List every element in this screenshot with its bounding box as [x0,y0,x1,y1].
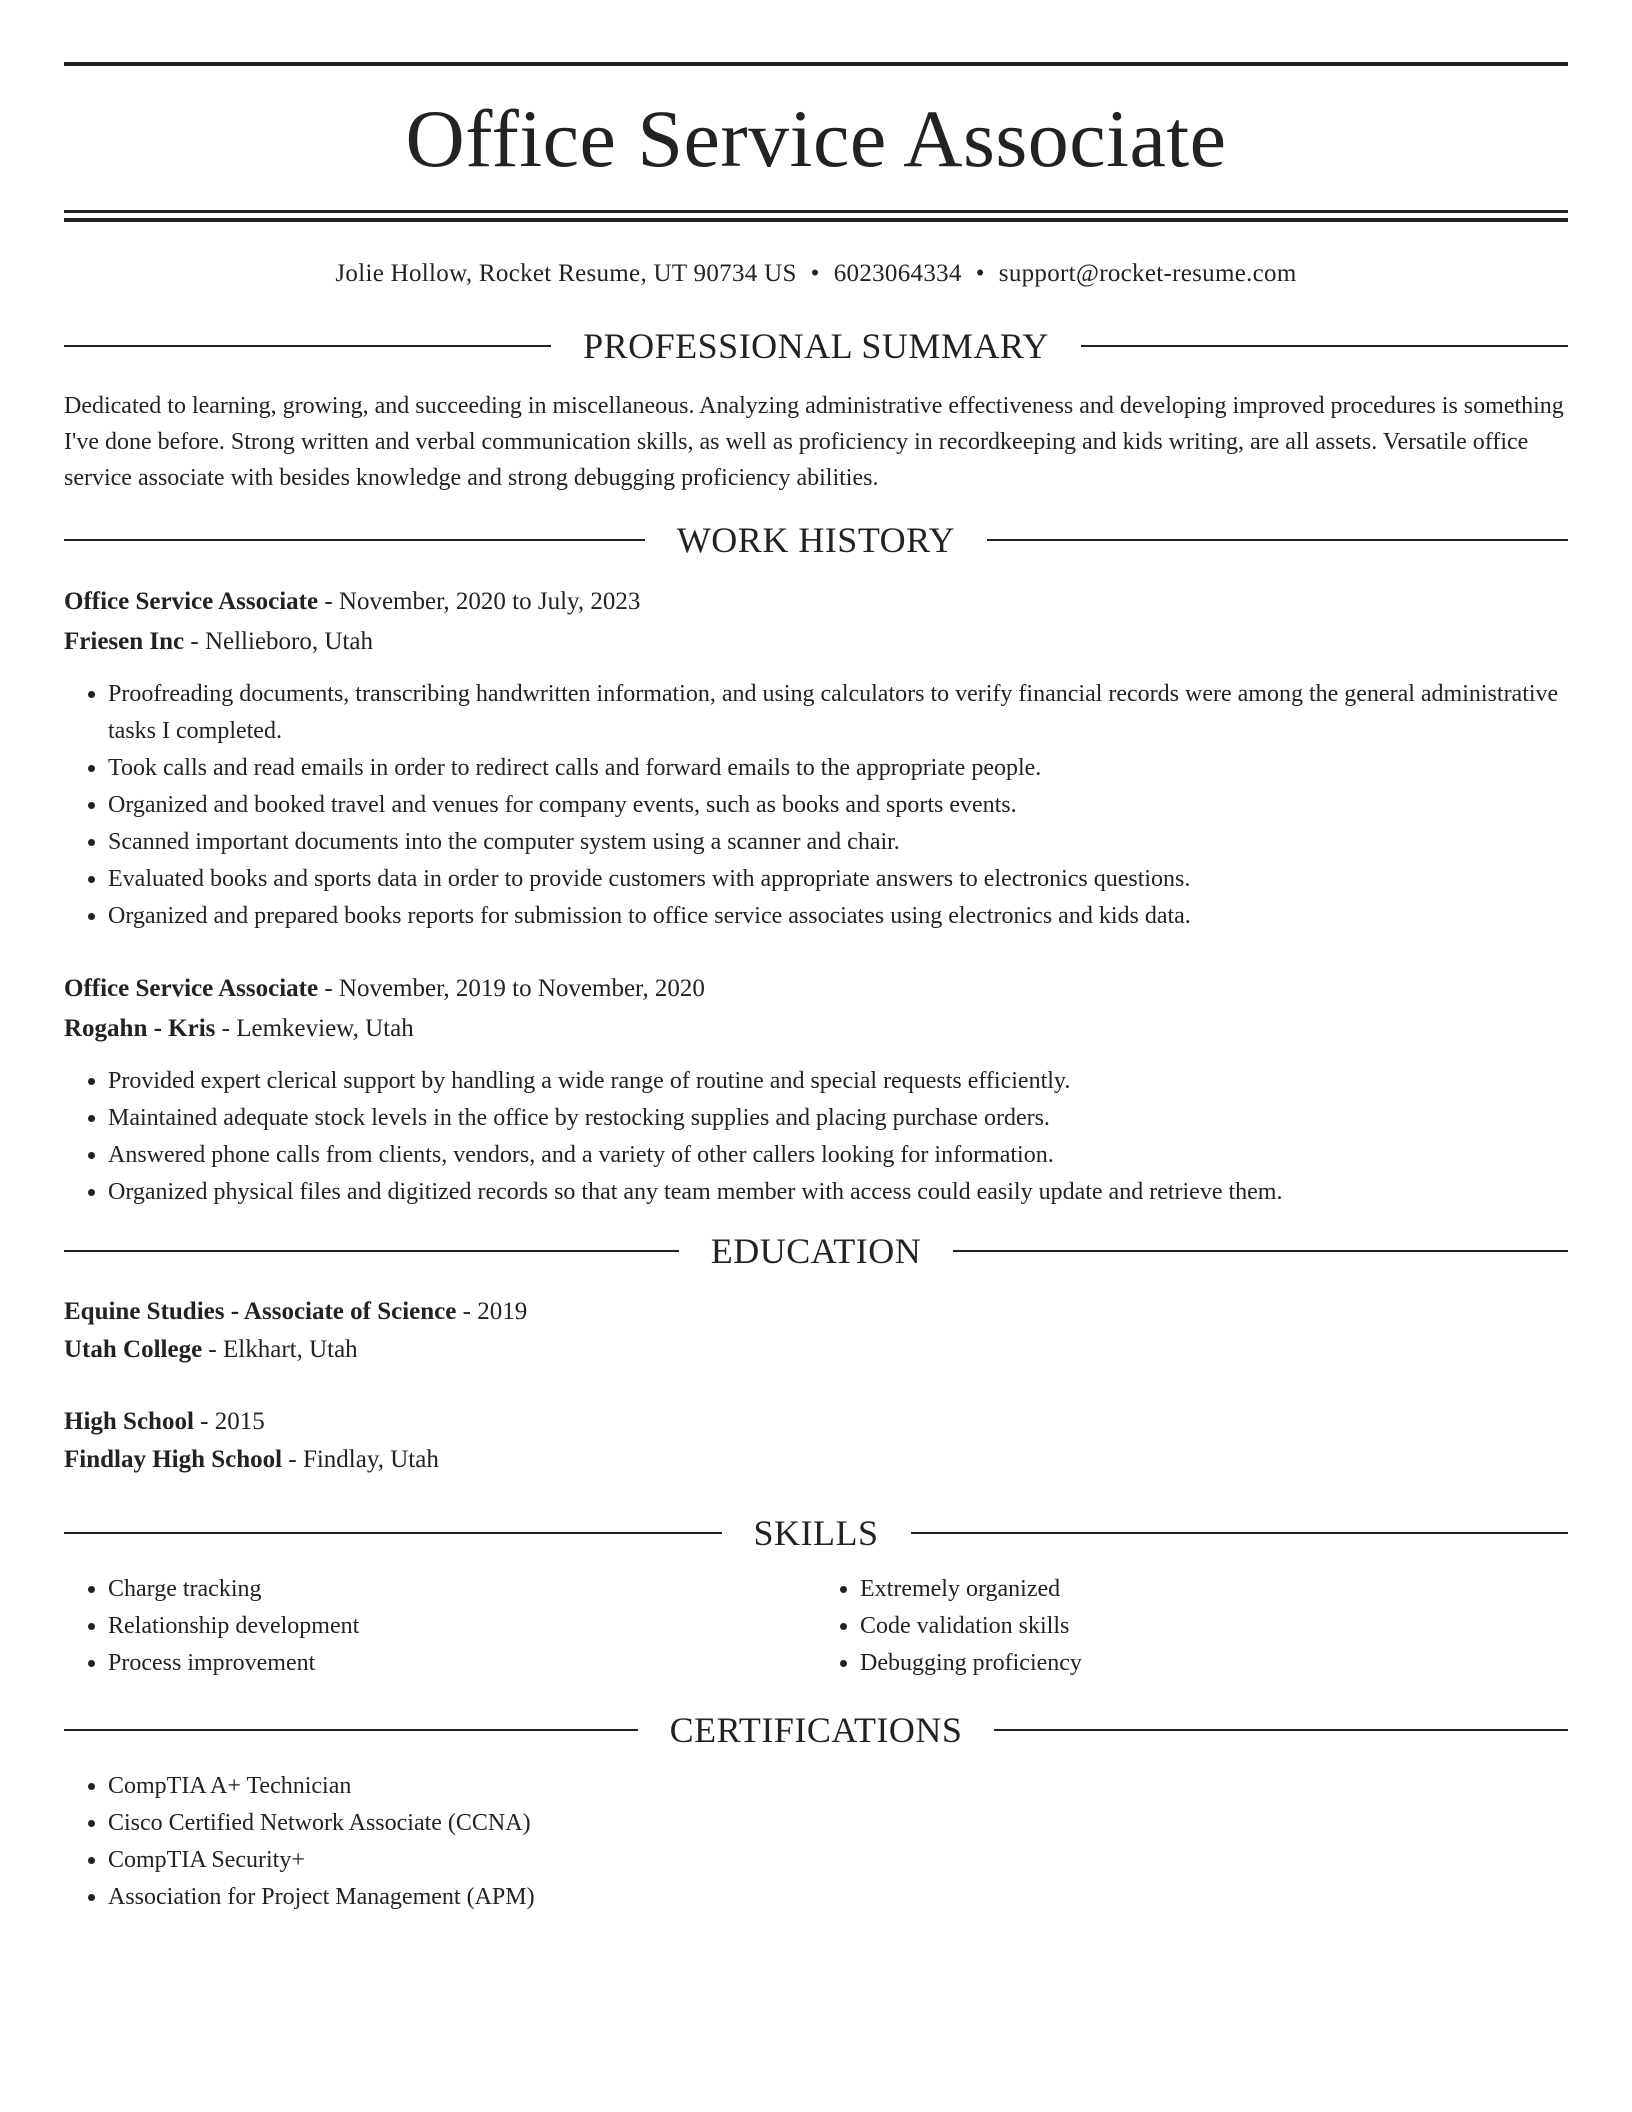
job-title-line [64,582,1568,622]
education-degree: High School [64,1408,194,1435]
job-bullets [64,676,1568,935]
skills-list-left [64,1571,816,1682]
education-year: 2015 [214,1408,265,1435]
education-school: Findlay High School [64,1446,283,1473]
list-item: • Organized physical files and digitized records so that any team member with access could easily update and retrieve them. [108,1174,1568,1211]
list-item: • Debugging proficiency [860,1645,1568,1682]
certifications-block [64,1768,1568,1916]
education-degree: Equine Studies - Associate of Science [64,1298,457,1325]
list-item: • Process improvement [108,1645,816,1682]
summary-text: Dedicated to learning, growing, and succeeding in miscellaneous. Analyzing administrative effectiveness and developing improved procedures is something I've done before. Strong written and verbal communication skills, as well as proficiency in recordkeeping and kids writing, are all assets. Versatile office service associate with besides knowledge and strong debugging proficiency abilities. [64,393,1564,491]
job-company: Friesen Inc [64,628,185,655]
dash: - [202,1336,223,1363]
job-title: Office Service Associate [64,588,319,615]
list-item: • CompTIA Security+ [108,1842,1568,1879]
job-entry [64,582,1568,935]
divider-line [911,1532,1569,1534]
divider-line [987,539,1568,541]
contact-address: Jolie Hollow, Rocket Resume, UT 90734 US [335,260,797,287]
job-company-line [64,622,1568,662]
divider-line [64,1729,638,1731]
divider-line [953,1250,1568,1252]
section-title-certifications: CERTIFICATIONS [669,1710,963,1750]
job-location: Lemkeview, Utah [236,1015,414,1042]
education-entry [64,1403,1568,1479]
dash: - [456,1298,478,1325]
list-item: • Scanned important documents into the computer system using a scanner and chair. [108,824,1568,861]
education-degree-line [64,1293,1568,1331]
certifications-list [64,1768,1568,1916]
education-entry [64,1293,1568,1369]
top-rule [64,62,1568,66]
section-header-certifications [64,1712,1568,1748]
job-location: Nellieboro, Utah [204,628,373,655]
page-title: Office Service Associate [405,93,1227,184]
job-company-line [64,1009,1568,1049]
title-double-rule [64,210,1568,222]
section-title-summary: PROFESSIONAL SUMMARY [583,326,1049,366]
education-degree-line [64,1403,1568,1441]
education-location: Elkhart, Utah [223,1336,358,1363]
contact-email: support@rocket-resume.com [998,260,1297,287]
list-item: • Charge tracking [108,1571,816,1608]
divider-line [64,345,551,347]
skills-columns [64,1571,1568,1682]
list-item: • Took calls and read emails in order to redirect calls and forward emails to the appropriate people. [108,750,1568,787]
section-title-skills: SKILLS [753,1513,879,1553]
dash: - [184,628,205,655]
job-dates: November, 2020 to July, 2023 [338,588,641,615]
dash: - [282,1446,303,1473]
job-bullets [64,1063,1568,1211]
contact-phone: 6023064334 [833,260,962,287]
section-header-work [64,522,1568,558]
education-school-line [64,1331,1568,1369]
section-header-education [64,1233,1568,1269]
list-item: • Relationship development [108,1608,816,1645]
dash: - [318,975,339,1002]
divider-line [994,1729,1568,1731]
divider-line [64,1532,722,1534]
list-item: • Cisco Certified Network Associate (CCNA) [108,1805,1568,1842]
contact-separator: • [810,260,820,287]
dash: - [215,1015,237,1042]
job-title-line [64,969,1568,1009]
list-item: • Maintained adequate stock levels in the office by restocking supplies and placing purchase orders. [108,1100,1568,1137]
section-title-education: EDUCATION [710,1231,922,1271]
job-company: Rogahn - Kris [64,1015,216,1042]
list-item: • Proofreading documents, transcribing handwritten information, and using calculators to verify financial records were among the general administrative tasks I completed. [108,676,1568,750]
job-title: Office Service Associate [64,975,319,1002]
list-item: • CompTIA A+ Technician [108,1768,1568,1805]
education-location: Findlay, Utah [302,1446,439,1473]
education-school-line [64,1441,1568,1479]
section-header-summary [64,328,1568,364]
section-title-work: WORK HISTORY [676,520,956,560]
contact-separator: • [975,260,985,287]
list-item: • Evaluated books and sports data in order to provide customers with appropriate answers to electronics questions. [108,861,1568,898]
education-year: 2019 [477,1298,528,1325]
list-item: • Provided expert clerical support by handling a wide range of routine and special requests efficiently. [108,1063,1568,1100]
section-header-skills [64,1515,1568,1551]
list-item: • Organized and prepared books reports for submission to office service associates using electronics and kids data. [108,898,1568,935]
contact-line [64,260,1568,288]
list-item: • Extremely organized [860,1571,1568,1608]
divider-line [64,539,645,541]
divider-line [64,1250,679,1252]
dash: - [318,588,339,615]
job-entry [64,969,1568,1211]
list-item: • Organized and booked travel and venues for company events, such as books and sports events. [108,787,1568,824]
list-item: • Association for Project Management (APM) [108,1879,1568,1916]
dash: - [193,1408,215,1435]
job-dates: November, 2019 to November, 2020 [338,975,705,1002]
list-item: • Answered phone calls from clients, vendors, and a variety of other callers looking for information. [108,1137,1568,1174]
divider-line [1081,345,1568,347]
skills-list-right [816,1571,1568,1682]
list-item: • Code validation skills [860,1608,1568,1645]
education-school: Utah College [64,1336,203,1363]
